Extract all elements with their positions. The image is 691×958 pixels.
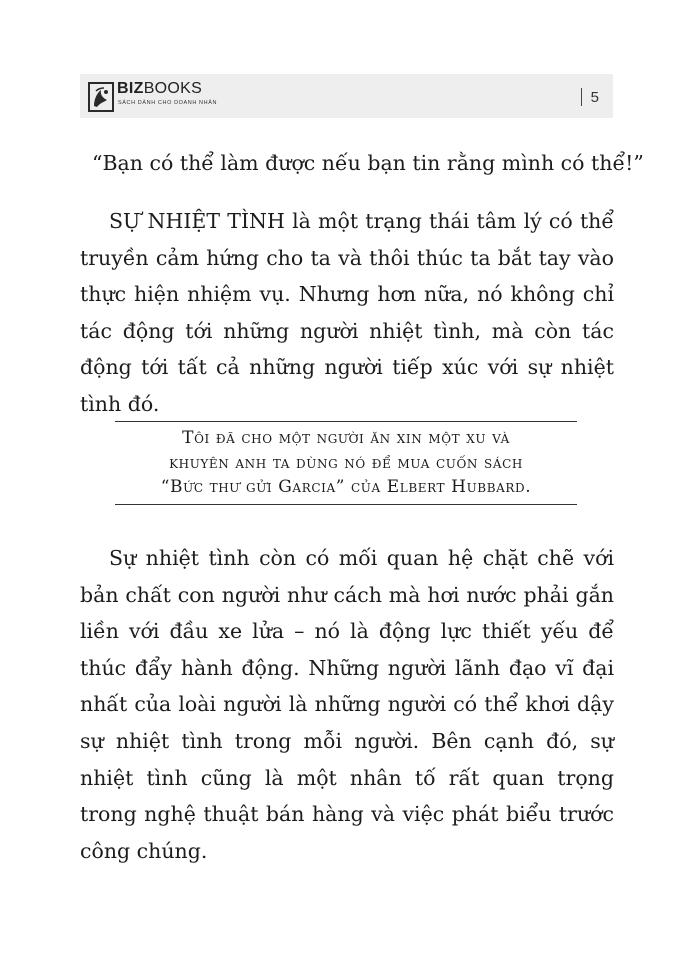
pull-quote-callout: [115, 421, 577, 505]
opening-quote: “Bạn có thể làm được nếu bạn tin rằng mình có thể!”: [92, 151, 644, 175]
brand-name-rest: BOOKS: [143, 80, 203, 97]
page-number-area: [581, 88, 599, 106]
paragraph-enthusiasm-nature: Sự nhiệt tình còn có mối quan hệ chặt chẽ với bản chất con người như cách mà hơi nước phải gắn liền với đầu xe lửa – nó là động lực thiết yếu để thúc đẩy hành động. Những người lãnh đạo vĩ đại nhất của loài người là những người có thể khơi dậy sự nhiệt tình trong mỗi người. Bên cạnh đó, sự nhiệt tình cũng là một nhân tố rất quan trọng trong nghệ thuật bán hàng và việc phát biểu trước công chúng.: [80, 546, 614, 863]
page-number-divider: [581, 88, 582, 106]
bizbooks-logo-icon: [88, 82, 114, 112]
brand-name: [117, 81, 202, 97]
callout-line-2: khuyên anh ta dùng nó để mua cuốn sách: [169, 452, 523, 473]
page-number: 5: [590, 88, 599, 106]
brand-tagline: SÁCH DÀNH CHO DOANH NHÂN: [118, 100, 218, 106]
callout-line-1: Tôi đã cho một người ăn xin một xu và: [182, 428, 510, 448]
page-header: [80, 74, 613, 118]
brand-name-bold: BIZ: [117, 80, 144, 97]
paragraph-enthusiasm-definition: SỰ NHIỆT TÌNH là một trạng thái tâm lý có thể truyền cảm hứng cho ta và thôi thúc ta bắt tay vào thực hiện nhiệm vụ. Nhưng hơn nữa, nó không chỉ tác động tới những người nhiệt tình, mà còn tác động tới tất cả những người tiếp xúc với sự nhiệt tình đó.: [80, 209, 614, 416]
callout-line-3: “Bức thư gửi Garcia” của Elbert Hubbard.: [160, 477, 532, 497]
